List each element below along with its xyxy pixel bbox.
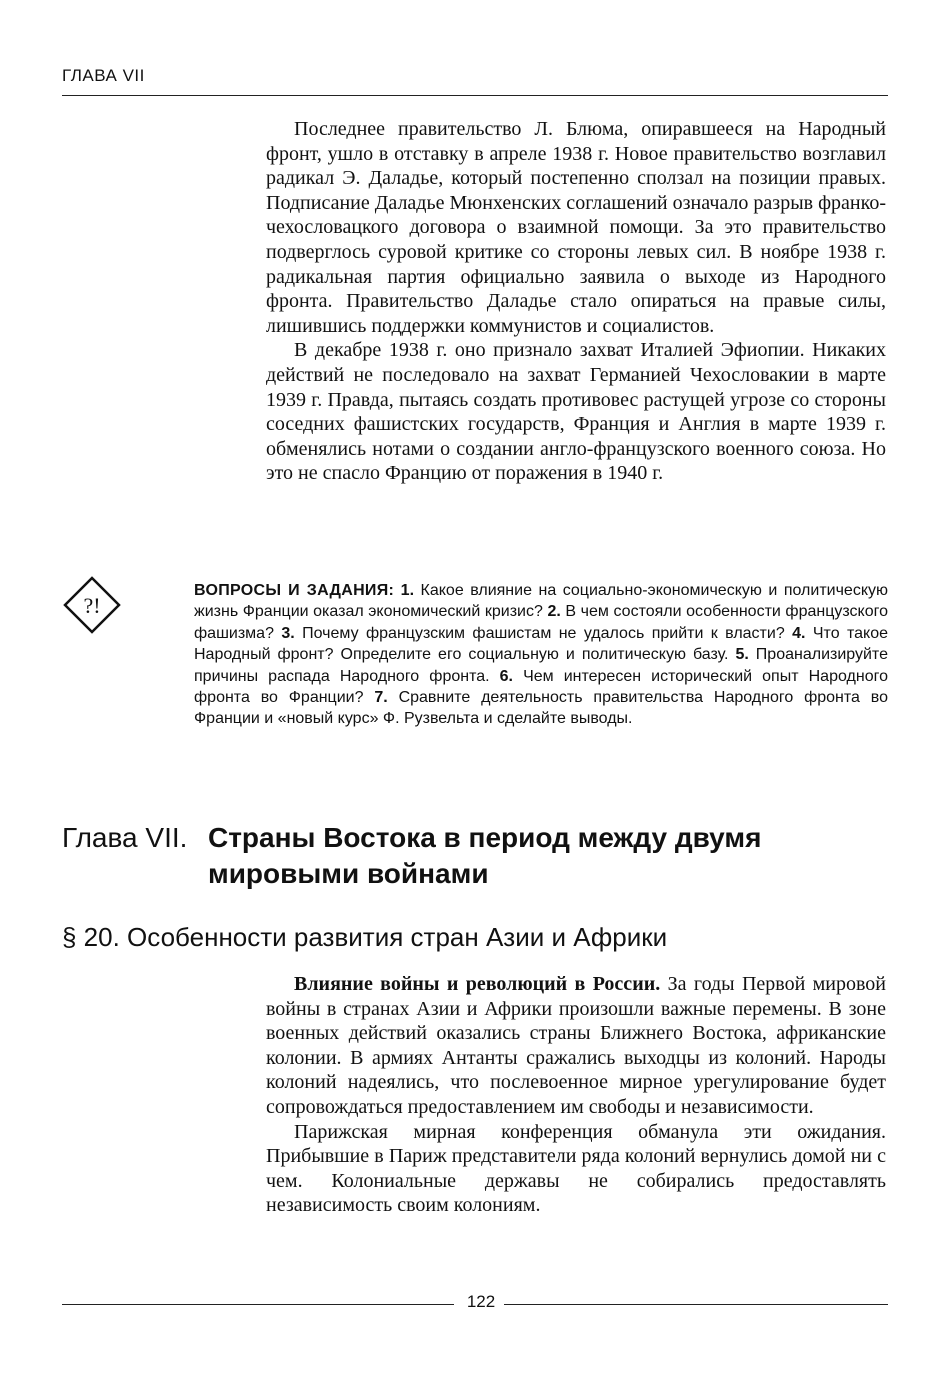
paragraph: Парижская мирная конференция обманула эти ожидания. Прибывшие в Париж представители ряда колоний вернулись домой ни с чем. Колониальные державы не собирались предоставлять независимость своим колониям.: [266, 1120, 886, 1217]
question-number: 2.: [547, 603, 561, 621]
question-number: 4.: [792, 624, 806, 642]
question-number: 1.: [400, 582, 415, 599]
questions-and-tasks: [194, 580, 888, 730]
questions-icon: [62, 575, 122, 635]
question-text: Сравните деятельность правительства Народного фронта во Франции и «новый курс» Ф. Рузвельта и сделайте выводы.: [194, 689, 889, 728]
questions-lead: ВОПРОСЫ И ЗАДАНИЯ:: [194, 582, 395, 599]
question-number: 6.: [499, 667, 513, 685]
paragraph: В декабре 1938 г. оно признало захват Италией Эфиопии. Никаких действий не последовало на захват Германией Чехословакии в марте 1939 г. Правда, пытаясь создать противовес растущей угрозе со стороны соседних фашистских государств, Франция и Англия в марте 1939 г. обменялись нотами о создании англо-французского военного союза. Но это не спасло Францию от поражения в 1940 г.: [266, 339, 886, 485]
question-text: Почему французским фашистам не удалось прийти к власти?: [302, 624, 785, 642]
question-text: Проанализируйте причины распада Народного фронта.: [194, 646, 888, 685]
question-text: В чем состояли особенности французского фашизма?: [194, 603, 888, 642]
question-text: Чем интересен исторический опыт Народного фронта во Франции?: [194, 667, 888, 707]
footer-rule-right: [504, 1304, 888, 1305]
questions-icon-symbol: ?!: [83, 593, 101, 618]
chapter-title: Страны Востока в период между двумя мировыми войнами: [208, 822, 762, 889]
question-number: 7.: [374, 689, 388, 707]
page-number: 122: [466, 1292, 496, 1311]
chapter-label: Глава VII.: [62, 822, 188, 853]
question-text: Какое влияние на социально-экономическую и политическую жизнь Франции оказал экономический кризис?: [194, 582, 888, 621]
question-number: 5.: [735, 646, 749, 664]
paragraph: [266, 972, 886, 1120]
header-rule: [62, 95, 888, 96]
footer-rule-left: [62, 1304, 454, 1305]
paragraph-lead-in: Влияние войны и революций в России.: [294, 973, 661, 995]
page-footer: [62, 1292, 888, 1316]
paragraph-text: За годы Первой мировой войны в странах Азии и Африки произошли важные перемены. В зоне военных действий оказались страны Ближнего Востока, африканские колонии. В армиях Антанты сражались выходцы из колоний. Народы колоний надеялись, что послевоенное мирное урегулирование будет сопровождаться предоставлением им свободы и независимости.: [266, 973, 887, 1118]
running-head: ГЛАВА VII: [62, 66, 145, 85]
section-heading: § 20. Особенности развития стран Азии и Африки: [62, 922, 668, 952]
question-text: Что такое Народный фронт? Определите его социальную и политическую базу.: [194, 624, 889, 664]
paragraph: Последнее правительство Л. Блюма, опиравшееся на Народный фронт, ушло в отставку в апреле 1938 г. Новое правительство возглавил радикал Э. Даладье, который постепенно сползал на позиции правых. Подписание Даладье Мюнхенских соглашений означало разрыв франко-чехословацкого договора о взаимной помощи. За это правительство подверглось суровой критике со стороны левых сил. В ноябре 1938 г. радикальная партия официально заявила о выходе из Народного фронта. Правительство Даладье стало опираться на правые силы, лишившись поддержки коммунистов и социалистов.: [266, 118, 886, 337]
text-block-asia-africa: [266, 972, 886, 1218]
question-number: 3.: [281, 624, 295, 642]
text-block-france: [266, 117, 886, 486]
